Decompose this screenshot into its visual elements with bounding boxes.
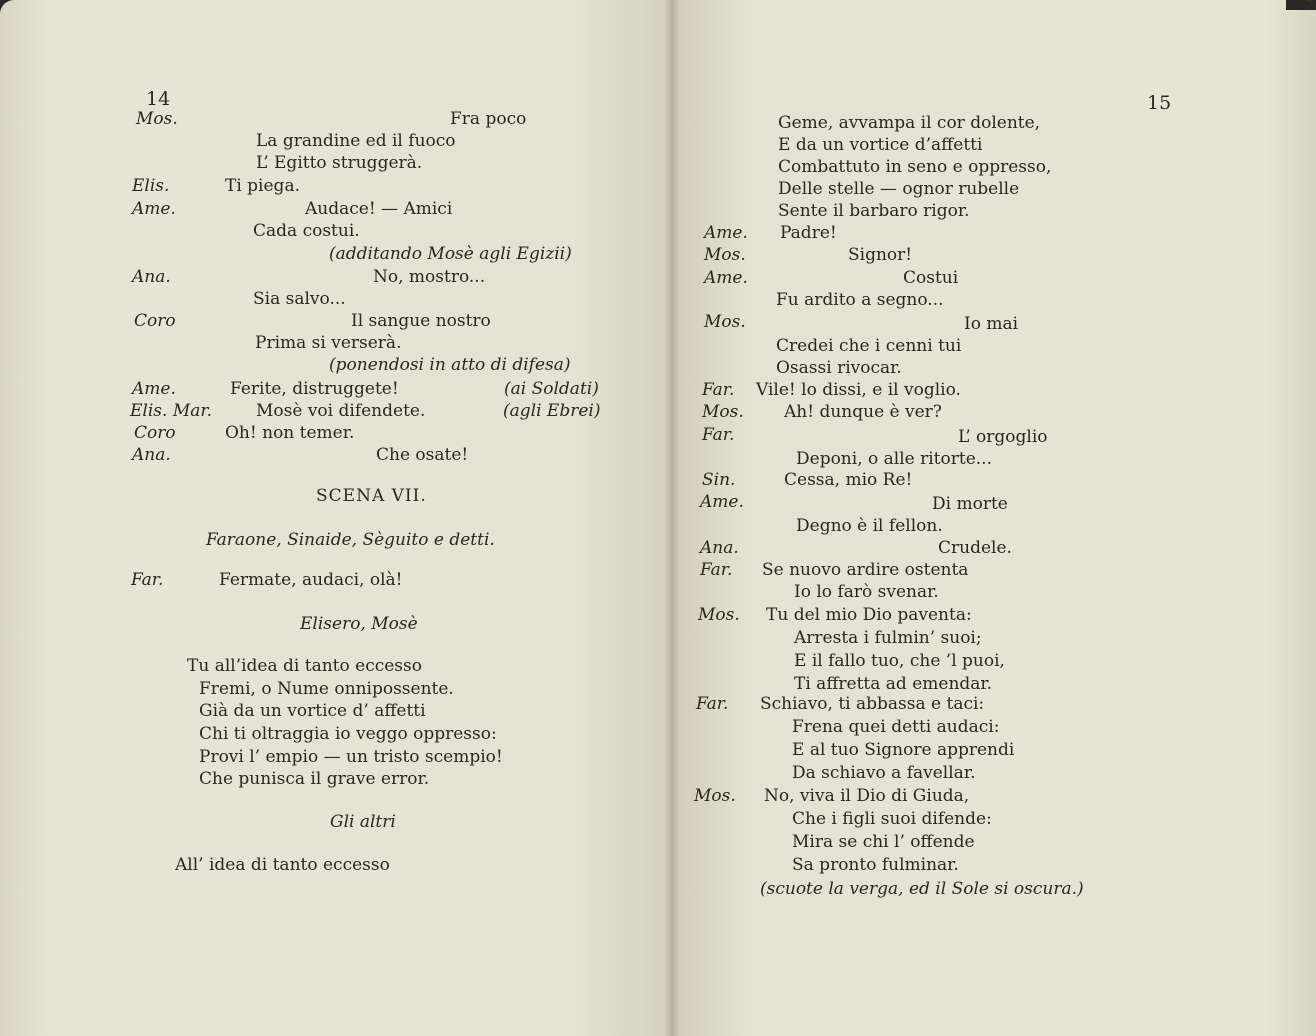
- speaker-label: Ame.: [700, 492, 744, 512]
- verse-line: Geme, avvampa il cor dolente,: [778, 113, 1041, 133]
- dialogue-line: Crudele.: [938, 538, 1012, 558]
- dialogue-line: Se nuovo ardire ostenta: [762, 560, 969, 580]
- dialogue-line: Di morte: [932, 494, 1008, 514]
- stage-direction: (ai Soldati): [504, 379, 599, 399]
- speaker-label: Far.: [696, 694, 729, 714]
- dialogue-line: Frena quei detti audaci:: [792, 717, 1000, 737]
- dialogue-line: E il fallo tuo, che ’l puoi,: [794, 651, 1005, 671]
- dialogue-line: Che i figli suoi difende:: [792, 809, 992, 829]
- dialogue-line: Il sangue nostro: [351, 311, 491, 331]
- dialogue-line: Prima si verserà.: [255, 333, 402, 353]
- verse-line: Fremi, o Nume onnipossente.: [199, 679, 454, 699]
- speaker-label: Ana.: [132, 445, 171, 465]
- dialogue-line: L’ orgoglio: [958, 427, 1048, 447]
- dialogue-line: Ti piega.: [225, 176, 300, 196]
- speaker-label: Far.: [700, 560, 733, 580]
- dialogue-line: No, viva il Dio di Giuda,: [764, 786, 970, 806]
- dialogue-line: Mosè voi difendete.: [256, 401, 426, 421]
- dialogue-line: Da schiavo a favellar.: [792, 763, 976, 783]
- dialogue-line: Io lo farò svenar.: [794, 582, 939, 602]
- speaker-label: Ame.: [132, 379, 176, 399]
- dialogue-line: Fu ardito a segno...: [776, 290, 944, 310]
- dialogue-line: Credei che i cenni tui: [776, 336, 962, 356]
- speaker-label: Far.: [702, 380, 735, 400]
- dialogue-line: Sia salvo...: [253, 289, 346, 309]
- dialogue-line: Arresta i fulmin’ suoi;: [794, 628, 982, 648]
- dialogue-line: Schiavo, ti abbassa e taci:: [760, 694, 985, 714]
- speaker-label: Mos.: [694, 786, 736, 806]
- others-heading: Gli altri: [330, 812, 396, 832]
- speaker-label: Far.: [131, 570, 164, 590]
- stage-direction: (ponendosi in atto di difesa): [329, 355, 571, 375]
- speaker-label: Mos.: [704, 245, 746, 265]
- dialogue-line: Cada costui.: [253, 221, 360, 241]
- verse-line: Delle stelle — ognor rubelle: [778, 179, 1020, 199]
- verse-line: Che punisca il grave error.: [199, 769, 430, 789]
- dialogue-line: Che osate!: [376, 445, 469, 465]
- dialogue-line: E al tuo Signore apprendi: [792, 740, 1015, 760]
- dialogue-line: Deponi, o alle ritorte...: [796, 449, 992, 469]
- speaker-label: Ana.: [132, 267, 171, 287]
- speaker-label: Elis. Mar.: [130, 401, 213, 421]
- speaker-label: Ame.: [704, 268, 748, 288]
- stage-direction: (scuote la verga, ed il Sole si oscura.): [760, 879, 1084, 899]
- page-number: 14: [146, 88, 171, 110]
- stage-direction: (additando Mosè agli Egizii): [329, 244, 572, 264]
- page-corner-shadow: [1286, 0, 1316, 10]
- dialogue-line: Padre!: [780, 223, 837, 243]
- dialogue-line: Tu del mio Dio paventa:: [766, 605, 972, 625]
- scene-heading: SCENA VII.: [316, 486, 427, 506]
- verse-line: Sente il barbaro rigor.: [778, 201, 970, 221]
- speaker-label: Coro: [134, 311, 176, 331]
- speaker-label: Mos.: [704, 312, 746, 332]
- verse-line: Già da un vortice d’ affetti: [199, 701, 426, 721]
- dialogue-line: Degno è il fellon.: [796, 516, 943, 536]
- dialogue-line: Oh! non temer.: [225, 423, 355, 443]
- page-number: 15: [1147, 92, 1172, 114]
- speaker-label: Mos.: [136, 109, 178, 129]
- dialogue-line: Io mai: [964, 314, 1019, 334]
- verse-line: Combattuto in seno e oppresso,: [778, 157, 1052, 177]
- dialogue-line: Cessa, mio Re!: [784, 470, 913, 490]
- speaker-label: Mos.: [702, 402, 744, 422]
- verse-line: All’ idea di tanto eccesso: [175, 855, 390, 875]
- verse-line: Tu all’idea di tanto eccesso: [187, 656, 422, 676]
- dialogue-line: Signor!: [848, 245, 913, 265]
- dialogue-line: Ti affretta ad emendar.: [794, 674, 993, 694]
- dialogue-line: Audace! — Amici: [305, 199, 453, 219]
- verse-line: E da un vortice d’affetti: [778, 135, 983, 155]
- speaker-label: Sin.: [702, 470, 736, 490]
- speaker-label: Elis.: [132, 176, 170, 196]
- stage-direction: (agli Ebrei): [503, 401, 601, 421]
- right-page: [672, 0, 1316, 1036]
- dialogue-line: Ferite, distruggete!: [230, 379, 399, 399]
- dialogue-line: Mira se chi l’ offende: [792, 832, 975, 852]
- speaker-label: Far.: [702, 425, 735, 445]
- dialogue-line: La grandine ed il fuoco: [256, 131, 456, 151]
- book-gutter: [664, 0, 680, 1036]
- dialogue-line: L’ Egitto struggerà.: [256, 153, 423, 173]
- dialogue-line: No, mostro...: [373, 267, 486, 287]
- speaker-label: Ame.: [704, 223, 748, 243]
- speaker-label: Ame.: [132, 199, 176, 219]
- speakers-heading: Elisero, Mosè: [300, 614, 418, 634]
- dialogue-line: Vile! lo dissi, e il voglio.: [756, 380, 961, 400]
- verse-line: Provi l’ empio — un tristo scempio!: [199, 747, 503, 767]
- verse-line: Chi ti oltraggia io veggo oppresso:: [199, 724, 497, 744]
- dialogue-line: Fra poco: [450, 109, 527, 129]
- dialogue-line: Sa pronto fulminar.: [792, 855, 959, 875]
- dialogue-line: Osassi rivocar.: [776, 358, 902, 378]
- scene-cast: Faraone, Sinaide, Sèguito e detti.: [206, 530, 495, 550]
- speaker-label: Ana.: [700, 538, 739, 558]
- dialogue-line: Costui: [903, 268, 959, 288]
- dialogue-line: Ah! dunque è ver?: [784, 402, 942, 422]
- dialogue-line: Fermate, audaci, olà!: [219, 570, 403, 590]
- speaker-label: Mos.: [698, 605, 740, 625]
- speaker-label: Coro: [134, 423, 176, 443]
